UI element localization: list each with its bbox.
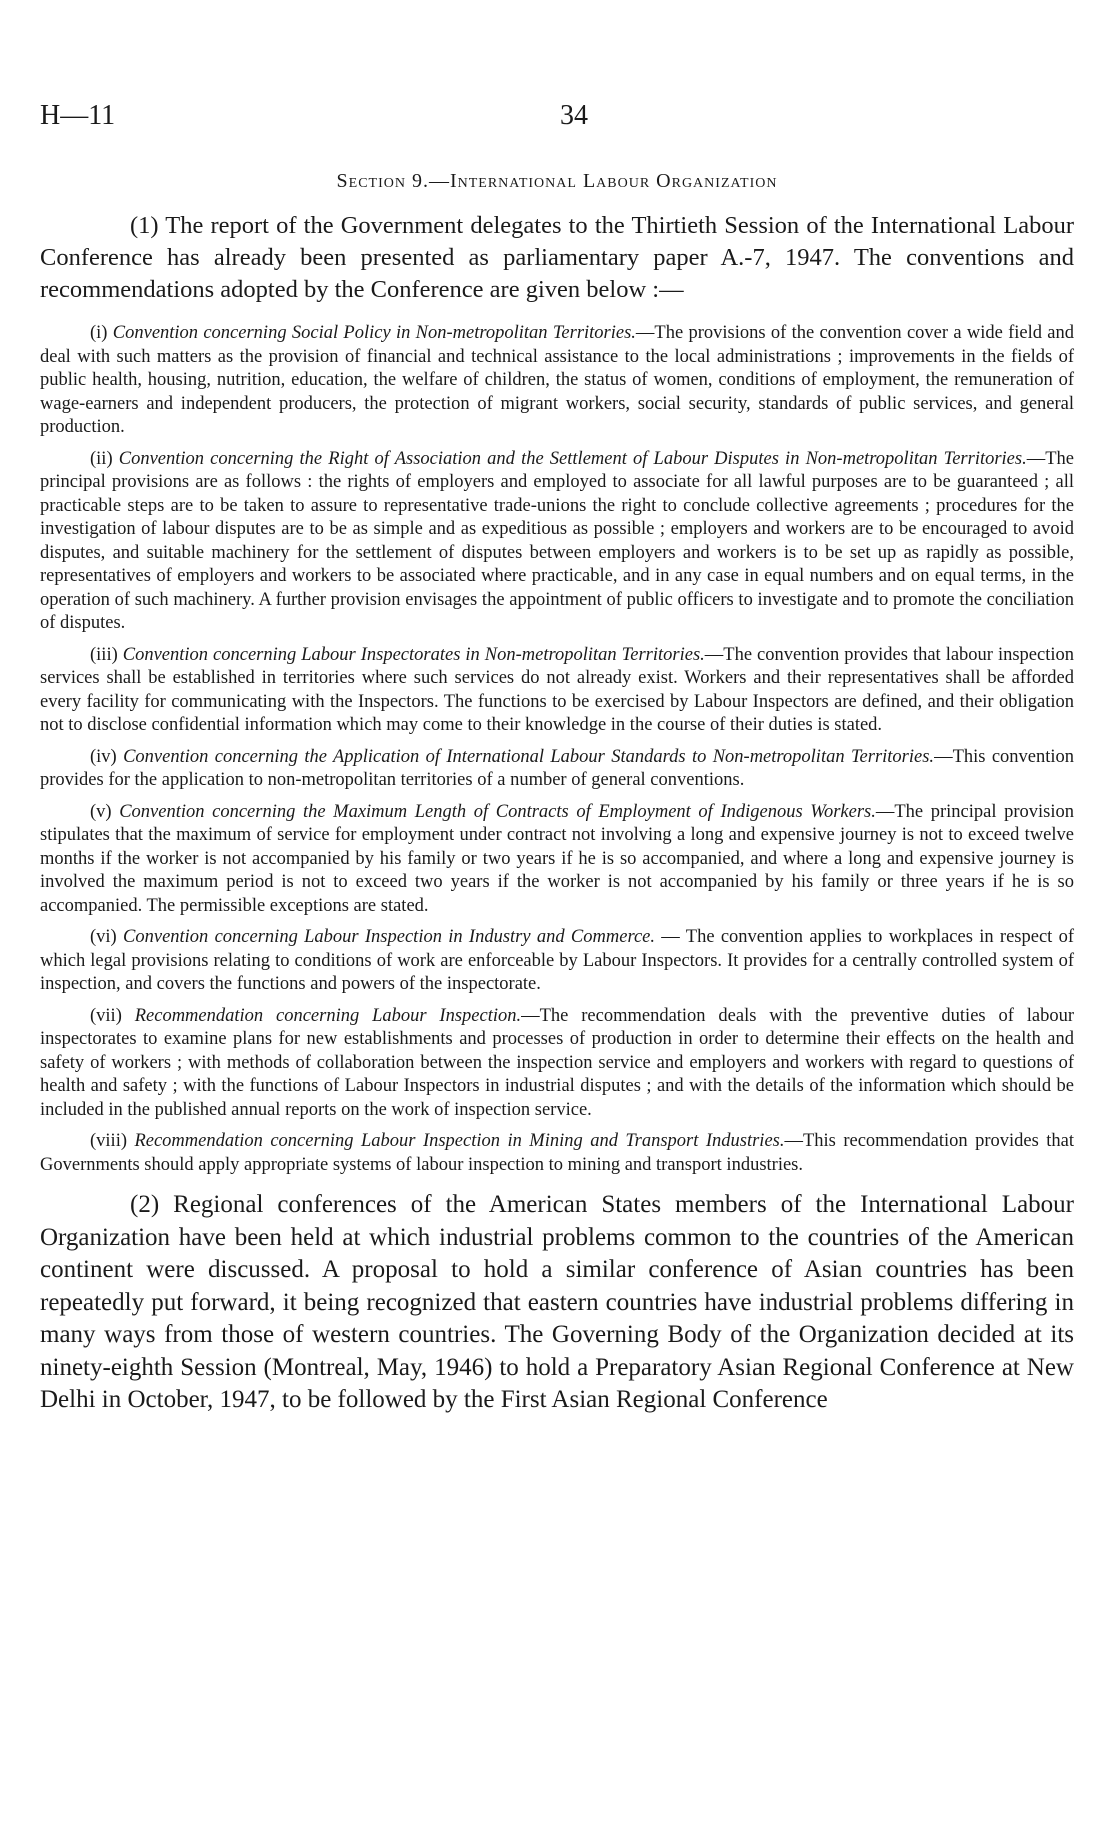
item-text: —The recommendation deals with the preventive duties of labour inspectorates to examine plans for new establishments and processes of production in order to determine their effects on the health and safety of workers ; with methods of collaboration between the inspection service and employers and workers with regard to questions of health and safety ; with the functions of Labour Inspectors in industrial disputes ; and with the details of the information which should be included in the published annual reports on the work of inspection service. [40, 1005, 1074, 1120]
item-number: (viii) [90, 1131, 127, 1151]
item-title: Convention concerning the Maximum Length of Contracts of Employment of Indigenous Workers. [119, 801, 876, 822]
item-title: Convention concerning the Right of Association and the Settlement of Labour Disputes in Non-metropolitan Territories. [118, 448, 1027, 469]
item-text: —The convention provides that labour inspection services shall be established in territories where such services do not already exist. Workers and their representatives shall be afforded every facility for communicating with the Inspectors. The functions to be exercised by Labour Inspectors are defined, and their obligation not to disclose confidential information which may come to their knowledge in the course of their duties is stated. [40, 644, 1074, 735]
item-title: Convention concerning the Application of International Labour Standards to Non-metropolitan Territories. [123, 746, 935, 767]
item-title: Recommendation concerning Labour Inspection in Mining and Transport Industries. [134, 1131, 785, 1151]
item-text: —This recommendation provides that Governments should apply appropriate systems of labour inspection to mining and transport industries. [40, 1131, 1074, 1175]
page-number: 34 [560, 100, 588, 131]
item-v [40, 801, 1074, 919]
item-title: Convention concerning Social Policy in Non-metropolitan Territories. [112, 323, 636, 343]
intro-paragraph: (1) The report of the Government delegates to the Thirtieth Session of the International Labour Conference has already been presented as parliamentary paper A.-7, 1947. The conventions and recommendations adopted by the Conference are given below :— [40, 212, 1074, 303]
item-text: — The convention applies to workplaces in respect of which legal provisions relating to conditions of work are enforceable by Labour Inspectors. It provides for a centrally controlled system of inspection, and covers the functions and powers of the inspectorate. [40, 927, 1074, 994]
item-iii [40, 644, 1074, 738]
item-vii [40, 1005, 1074, 1123]
document-reference: H—11 [40, 100, 116, 131]
item-viii [40, 1130, 1074, 1177]
item-text: —The principal provisions are as follows : the rights of employers and employed to associate for all lawful purposes are to be guaranteed ; all practicable steps are to be taken to assure to representative trade-unions the right to conclude collective agreements ; procedures for the investigation of labour disputes are to be as simple and as expeditious as possible ; employers and workers are to be encouraged to avoid disputes, and suitable machinery for the settlement of disputes between employers and workers is to be set up as rapidly as possible, representatives of employers and workers to be associated where practicable, and in any case in equal numbers and on equal terms, in the operation of such machinery. A further provision envisages the appointment of public officers to investigate and to promote the conciliation of disputes. [40, 448, 1074, 633]
item-text: —This convention provides for the application to non-metropolitan territories of a number of general conventions. [40, 746, 1075, 790]
item-number: (vii) [90, 1005, 122, 1026]
item-vi [40, 926, 1074, 997]
item-text: —The principal provision stipulates that the maximum of service for employment under contract not involving a long and expensive journey is not to exceed twelve months if the worker is not accompanied by his family or two years if he is so accompanied, and where a long and expensive journey is involved the maximum period is not to exceed two years if the worker is not accompanied by his family or three years if he is so accompanied. The permissible exceptions are stated. [40, 801, 1075, 916]
item-text: —The provisions of the convention cover a wide field and deal with such matters as the provision of financial and technical assistance to the local administrations ; improvements in the fields of public health, housing, nutrition, education, the welfare of children, the status of women, conditions of employment, the remuneration of wage-earners and independent producers, the protection of migrant workers, social security, standards of public services, and general production. [40, 323, 1074, 437]
item-number: (iii) [90, 644, 118, 665]
document-body [40, 210, 1074, 1417]
item-number: (iv) [90, 746, 117, 767]
section-title: Section 9.—International Labour Organization [336, 170, 778, 192]
item-ii [40, 448, 1074, 636]
closing-paragraph: (2) Regional conferences of the American States members of the International Labour Organization have been held at which industrial problems common to the countries of the American continent were discussed. A proposal to hold a similar conference of Asian countries has been repeatedly put forward, it being recognized that eastern countries have industrial problems differing in many ways from those of western countries. The Governing Body of the Organization decided at its ninety-eighth Session (Montreal, May, 1946) to hold a Preparatory Asian Regional Conference at New Delhi in October, 1947, to be followed by the First Asian Regional Conference [40, 1191, 1074, 1413]
item-number: (v) [90, 801, 112, 822]
item-number: (i) [90, 323, 108, 343]
item-title: Recommendation concerning Labour Inspection. [134, 1005, 522, 1026]
item-number: (ii) [90, 448, 113, 469]
item-number: (vi) [90, 927, 117, 947]
item-title: Convention concerning Labour Inspection in Industry and Commerce. [123, 927, 656, 947]
page-header [40, 100, 1074, 134]
item-iv [40, 746, 1074, 793]
item-i [40, 322, 1074, 440]
item-title: Convention concerning Labour Inspectorates in Non-metropolitan Territories. [122, 644, 705, 665]
